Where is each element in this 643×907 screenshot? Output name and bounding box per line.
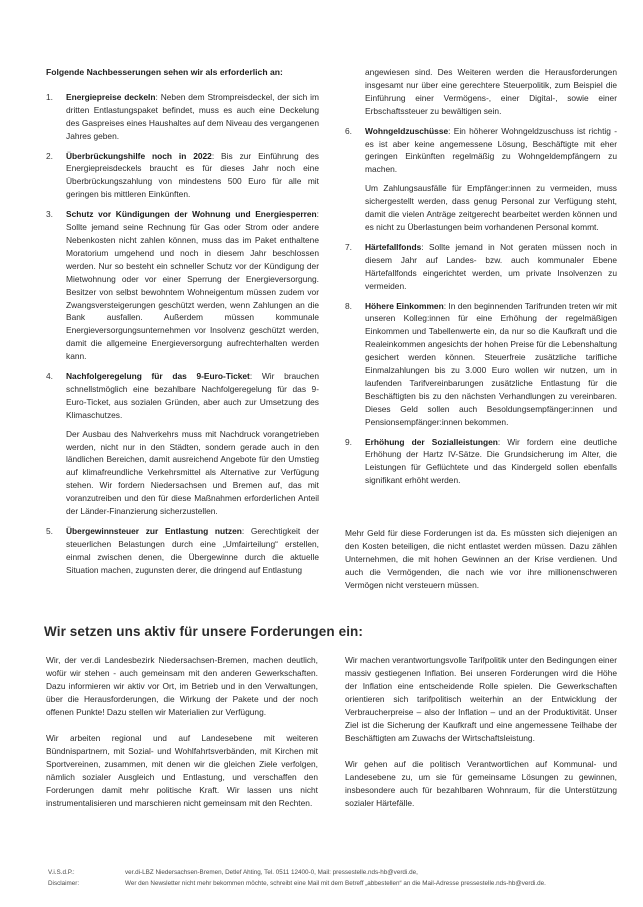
demand-number: 1. [46,91,53,102]
right-column [345,66,617,600]
demand-text: : Bis zur Einführung des Energiepreisdeckels braucht es für dieses Jahr noch eine Überbrückungszahlung von mindestens 500 Euro für alle mit geringen bis mittleren Einkünften. [66,150,319,200]
section-left-column [46,654,318,823]
section-paragraph: Wir arbeiten regional und auf Landesebene mit weiteren Bündnispartnern, mit Sozial- und Wohlfahrtsverbänden, mit Kirchen mit Sportvereinen, zusammen, mit denen wir die gleichen Ziele verfolgen, nämlich sozialer Ausgleich und Entlastung, und verschaffen den Forderungen damit mehr politische Kraft. Wir lassen uns nicht instrumentalisieren und marschieren nicht gemeinsam mit den Rechten. [46,733,318,808]
demand-extra-paragraph: Der Ausbau des Nahverkehrs muss mit Nachdruck vorangetrieben werden, nicht nur in den Städten, sondern gerade auch in den ländlichen Bereichen, damit ausreichend Angebote für den Umstieg auf klimafreundliche Verkehrsmittel als Alternative zur Verfügung stehen. Wir fordern Niedersachsen und Bremen auf, das mit voranzutreiben und den für diese Maßnahmen erforderlichen Anteil der Länder-Finanzierung sicherzustellen. [66,428,319,517]
visdp-value: ver.di-LBZ Niedersachsen-Bremen, Detlef Ahting, Tel. 0511 12400-0, Mail: pressestelle.nds-hb@verdi.de, [125,869,418,876]
demand-number: 2. [46,150,53,161]
section-paragraph: Wir gehen auf die politisch Verantwortlichen auf Kommunal- und Landesebene zu, um sie für gemeinsame Lösungen zu gewinnen, insbesondere auch für bezahlbaren Wohnraum, für die Unterstützung sozialer Härtefälle. [345,759,617,808]
demand-item-6 [345,125,617,234]
demand-title: Nachfolgeregelung für das 9-Euro-Ticket [66,371,250,382]
demand-text: : Wir fordern eine deutliche Erhöhung der Hartz IV-Sätze. Die Grundsicherung im Alter, die Leistungen für Geflüchtete und das Kindergeld sollen ebenfalls signifikant erhöht werden. [365,436,617,486]
demand-item-9 [345,436,617,488]
demand-title: Überbrückungshilfe noch in 2022 [66,150,212,161]
demands-list-continued [345,66,617,487]
demand-text: : Sollte jemand in Not geraten müssen noch in diesem Jahr auf Landes- bzw. auch kommunaler Ebene Härtefallfonds eingerichtet werden, um private Insolvenzen zu vermeiden. [365,241,617,291]
demand-text: : Neben dem Strompreisdeckel, der sich im dritten Entlastungspaket befindet, muss es auch eine Deckelung des Gaspreises eines Haushaltes auf dem Niveau des vergangenen Jahres geben. [66,91,319,141]
demand-text: : Sollte jemand seine Rechnung für Gas oder Strom oder andere Nebenkosten nicht zahlen können, muss das im Paket enthaltene Moratorium umgehend und noch in diesem Jahr beschlossen werden. Nur so besteht ein schneller Schutz vor der Kündigung der Mietwohnung oder vor einer Sperrung der Energieversorgung. Besitzer von selbst bewohntem Wohneigentum müssen zudem vor Zwangsversteigerungen geschützt werden, wenn Zahlungen an die Bank ausfallen. Außerdem müssen kommunale Energieversorgungsunternehmen vor Insolvenz geschützt werden, damit die allgemeine Energieversorgung aufrechterhalten werden kann. [66,209,319,362]
demand-number: 3. [46,209,53,220]
demand-item-5-continued [345,66,617,118]
demand-item-8 [345,300,617,429]
demand-text: : Gerechtigkeit der steuerlichen Belastungen durch eine „Umfairteilung“ erstellen, einmal zwischen denen, die Übergewinne durch die aktuelle Situation machen, zugunsten derer, die dringend auf Entlastung [66,526,319,575]
funding-note: Mehr Geld für diese Forderungen ist da. Es müssten sich diejenigen an den Kosten beteiligen, die nicht entlastet werden müssen. Dazu zählen Unternehmen, die mit hohen Gewinnen an der Krise verdienen. Und auch die Vermögenden, die nach wie vor ihre millionenschweren Vermögen nicht versteuern müssen. [345,528,617,590]
demand-item-5 [46,525,319,577]
demands-lead: Folgende Nachbesserungen sehen wir als erforderlich an: [46,67,283,77]
section-paragraph: Wir machen verantwortungsvolle Tarifpolitik unter den Bedingungen einer massiv gestiegenen Inflation. Bei unseren Forderungen wird die Höhe der Inflation eine entscheidende Rolle spielen. Die Gewerkschaften orientieren sich tarifpolitisch weiterhin an der Entwicklung der Verbraucherpreise – also der Inflation – und an der Produktivität. Unser Ziel ist die Sicherung der Kaufkraft und eine angemessene Teilhabe der Beschäftigten am Zuwachs der Wirtschaftsleistung. [345,655,617,743]
demand-number: 7. [345,241,352,252]
section-title: Wir setzen uns aktiv für unsere Forderungen ein: [44,624,363,639]
demand-title: Schutz vor Kündigungen der Wohnung und Energiesperren [66,209,317,220]
demands-list [46,91,319,577]
section-right-column [345,654,617,823]
demand-number: 5. [46,526,53,536]
demand-item-2 [46,150,319,202]
footer-disclaimer-row [48,878,628,889]
section-paragraph: Wir, der ver.di Landesbezirk Niedersachsen-Bremen, machen deutlich, wofür wir stehen - auch gemeinsam mit den anderen Gewerkschaften. Dazu informieren wir aktiv vor Ort, im Betrieb und in den Verwaltungen, über die Herausforderungen, die Wirkung der Pakete und der noch offenen Punkte! Dazu stellen wir Materialien zur Verfügung. [46,655,318,717]
demand-number: 6. [345,125,352,136]
demand-title: Energiepreise deckeln [66,91,156,102]
visdp-label: V.i.S.d.P.: [48,869,75,876]
demand-text: : In den beginnenden Tarifrunden treten wir mit unseren Kolleg:innen für eine Erhöhung der regelmäßigen Einkommen und Tabellenwerte ein, da nur so die Kaufkraft und die Realeinkommen angesichts der hohen Preise für die Lebenshaltung gesichert werden können. Steuerfreie zusätzliche tarifliche Einmalzahlungen bis zu 3.000 Euro wollen wir nutzen, um in laufenden Tarifvereinbarungen zusätzliche Entlastung für die Beschäftigten bis zu den nächsten Verhandlungen zu vereinbaren. Dieses Geld sollen auch Besoldungsempfänger:innen und Pensionsempfänger:innen bekommen. [365,300,617,427]
demand-item-1 [46,91,319,143]
disclaimer-value: Wer den Newsletter nicht mehr bekommen möchte, schreibt eine Mail mit dem Betreff „abbestellen“ an die Mail-Adresse pressestelle.nds-hb@verdi.de. [125,880,546,887]
demand-title: Erhöhung der Sozialleistungen [365,436,498,447]
footer [48,867,628,889]
demand-number: 8. [345,300,352,311]
demand-text: : Ein höherer Wohngeldzuschuss ist richtig - es ist aber keine angemessene Lösung, Beschäftigte mit eher geringen Einkünften regelmäßig zu Wohngeldempfängern zu machen. [365,125,617,175]
demand-title: Übergewinnsteuer zur Entlastung nutzen [66,526,242,536]
demand-text: : Wir brauchen schnellstmöglich eine bezahlbare Nachfolgeregelung für das 9-Euro-Ticket, aus sozialen Gründen, aber auch zur Umsetzung des Klimaschutzes. [66,371,319,420]
demand-number: 9. [345,436,352,447]
demand-title: Wohngeldzuschüsse [365,125,449,136]
disclaimer-label: Disclaimer: [48,880,80,887]
demand-continuation: angewiesen sind. Des Weiteren werden die Herausforderungen insgesamt nur über eine gerechtere Steuerpolitik, zum Beispiel die Einführung einer Vermögens-, einer Digital-, sowie einer Erbschaftssteuer zu bewältigen sein. [365,67,617,116]
left-column [46,66,319,584]
demand-item-4 [46,370,319,518]
demand-title: Höhere Einkommen [365,300,444,311]
demand-item-7 [345,241,617,293]
footer-visdp-row [48,867,628,878]
demand-extra-paragraph: Um Zahlungsausfälle für Empfänger:innen zu vermeiden, muss sichergestellt werden, dass genug Personal zur Verfügung steht, damit die vielen Anträge zeitgerecht bearbeitet werden können und es nicht zu Überlastungen beim vorhandenen Personal kommt. [365,183,617,232]
demand-title: Härtefallfonds [365,241,422,252]
demand-number: 4. [46,371,53,382]
demand-item-3 [46,208,319,363]
